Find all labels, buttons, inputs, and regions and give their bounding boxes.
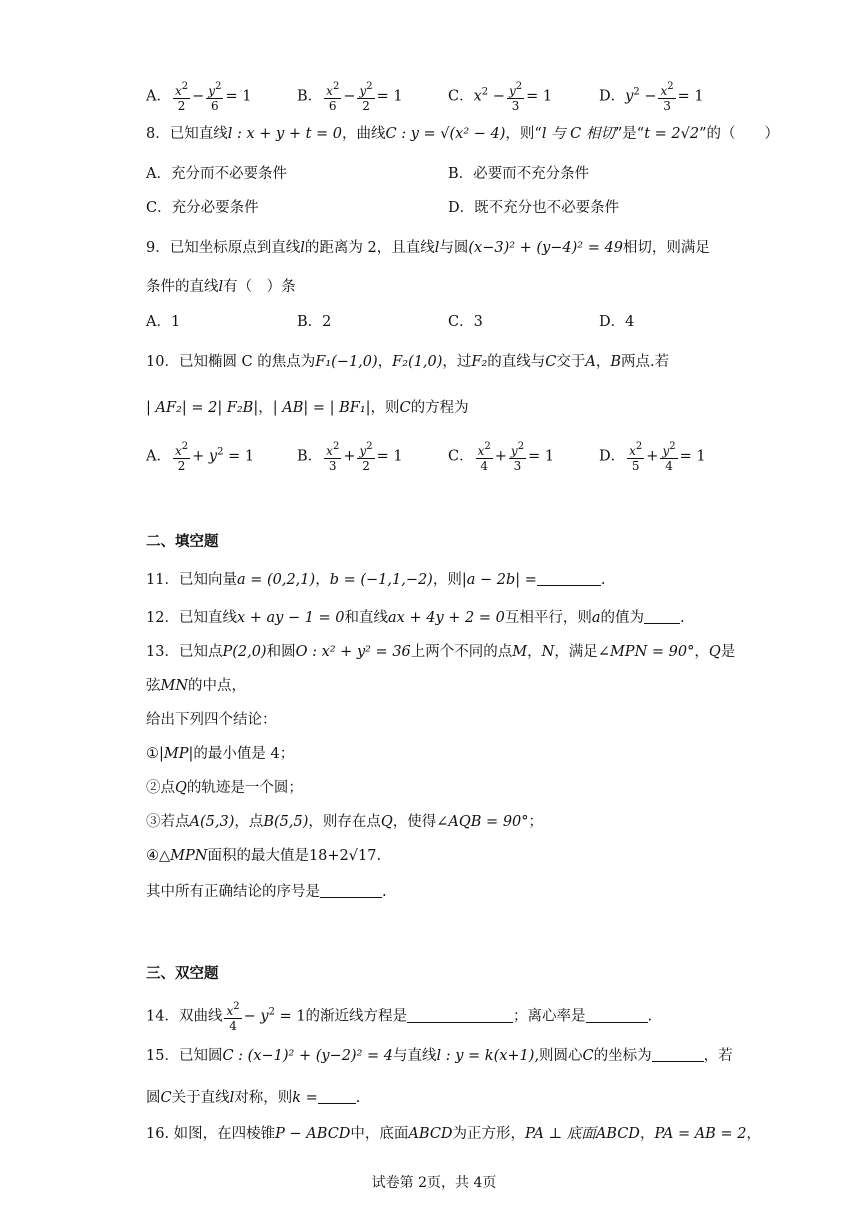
q13-conclusion-4: ④△MPN面积的最大值是18+2√17. [146,848,382,864]
q8-option-b: B．必要而不充分条件 [448,166,590,182]
q7-option-a: A． $\frac{x^2}{2}$ − $\frac{y^2}{6}$ = 1 [146,81,252,113]
q13-stem-line2: 弦MN的中点， [146,678,247,694]
q9-stem-line2: 条件的直线l有（ ）条 [146,279,296,295]
q15-stem-line1: 15．已知圆C : (x−1)² + (y−2)² = 4与直线l : y = k(x+1),则圆心C的坐标为 ，若 [146,1048,733,1064]
q9-stem-line1: 9．已知坐标原点到直线l的距离为 2，且直线l与圆(x−3)² + (y−4)² = 49相切，则满足 [146,240,710,256]
section-heading-double-blank: 三、双空题 [146,966,219,982]
q13-conclusion-1: ①|MP|的最小值是 4； [146,746,295,762]
q10-stem-line1: 10．已知椭圆 C 的焦点为F₁(−1,0)，F₂(1,0)，过F₂的直线与C交于A，B两点.若 [146,354,670,370]
q8-option-a: A．充分而不必要条件 [146,166,287,182]
q8-option-c: C．充分必要条件 [146,200,259,216]
q12-stem: 12．已知直线x + ay − 1 = 0和直线ax + 4y + 2 = 0互相平行，则a的值为 . [146,610,685,626]
q9-option-b: B．2 [297,314,332,330]
q10-option-a: A． $\frac{x^2}{2}$ + $y^2 = 1$ [146,441,255,473]
q13-conclusion-2: ②点Q的轨迹是一个圆； [146,780,303,796]
q8-stem: 8．已知直线l : x + y + t = 0，曲线C : y = √(x² − 4)，则“l 与 C 相切”是“t = 2√2”的（ ） [146,126,780,142]
q11-stem: 11．已知向量a = (0,2,1)，b = (−1,1,−2)，则|a − 2b| = . [146,572,606,588]
q10-option-d: D． $\frac{x^2}{5}$ + $\frac{y^2}{4}$ = 1 [599,441,706,473]
q16-stem: 16. 如图，在四棱锥P − ABCD中，底面ABCD为正方形，PA ⊥ 底面ABCD，PA = AB = 2， [146,1126,761,1142]
section-heading-fill-in: 二、填空题 [146,534,219,550]
q14-stem: 14．双曲线 $\frac{x^2}{4}$ − $y^2 = 1$的渐近线方程是 ；离心率是 . [146,1001,653,1033]
q13-stem-line1: 13．已知点P(2,0)和圆O : x² + y² = 36上两个不同的点M，N，满足∠MPN = 90°，Q是 [146,644,736,660]
q7-option-b: B． $\frac{x^2}{6}$ − $\frac{y^2}{2}$ = 1 [297,81,403,113]
q9-option-c: C．3 [448,314,483,330]
q13-stem-line3: 给出下列四个结论： [146,712,277,728]
q7-option-c: C．$x^2$ − $\frac{y^2}{3}$ = 1 [448,81,553,113]
q13-stem-answer: 其中所有正确结论的序号是 . [146,884,387,900]
q10-option-c: C． $\frac{x^2}{4}$ + $\frac{y^2}{3}$ = 1 [448,441,555,473]
q10-option-b: B． $\frac{x^2}{3}$ + $\frac{y^2}{2}$ = 1 [297,441,403,473]
q15-stem-line2: 圆C关于直线l对称，则k = . [146,1090,361,1106]
q9-option-d: D．4 [599,314,635,330]
q7-option-d: D．$y^2$ − $\frac{x^2}{3}$ = 1 [599,81,704,113]
q8-option-d: D．既不充分也不必要条件 [448,200,620,216]
page-footer: 试卷第 2页，共 4页 [371,1175,497,1191]
q10-stem-line2: | AF₂| = 2| F₂B|，| AB| = | BF₁|，则C的方程为 [146,400,469,416]
q13-conclusion-3: ③若点A(5,3)，点B(5,5)，则存在点Q，使得∠AQB = 90°； [146,814,544,830]
q9-option-a: A．1 [146,314,181,330]
